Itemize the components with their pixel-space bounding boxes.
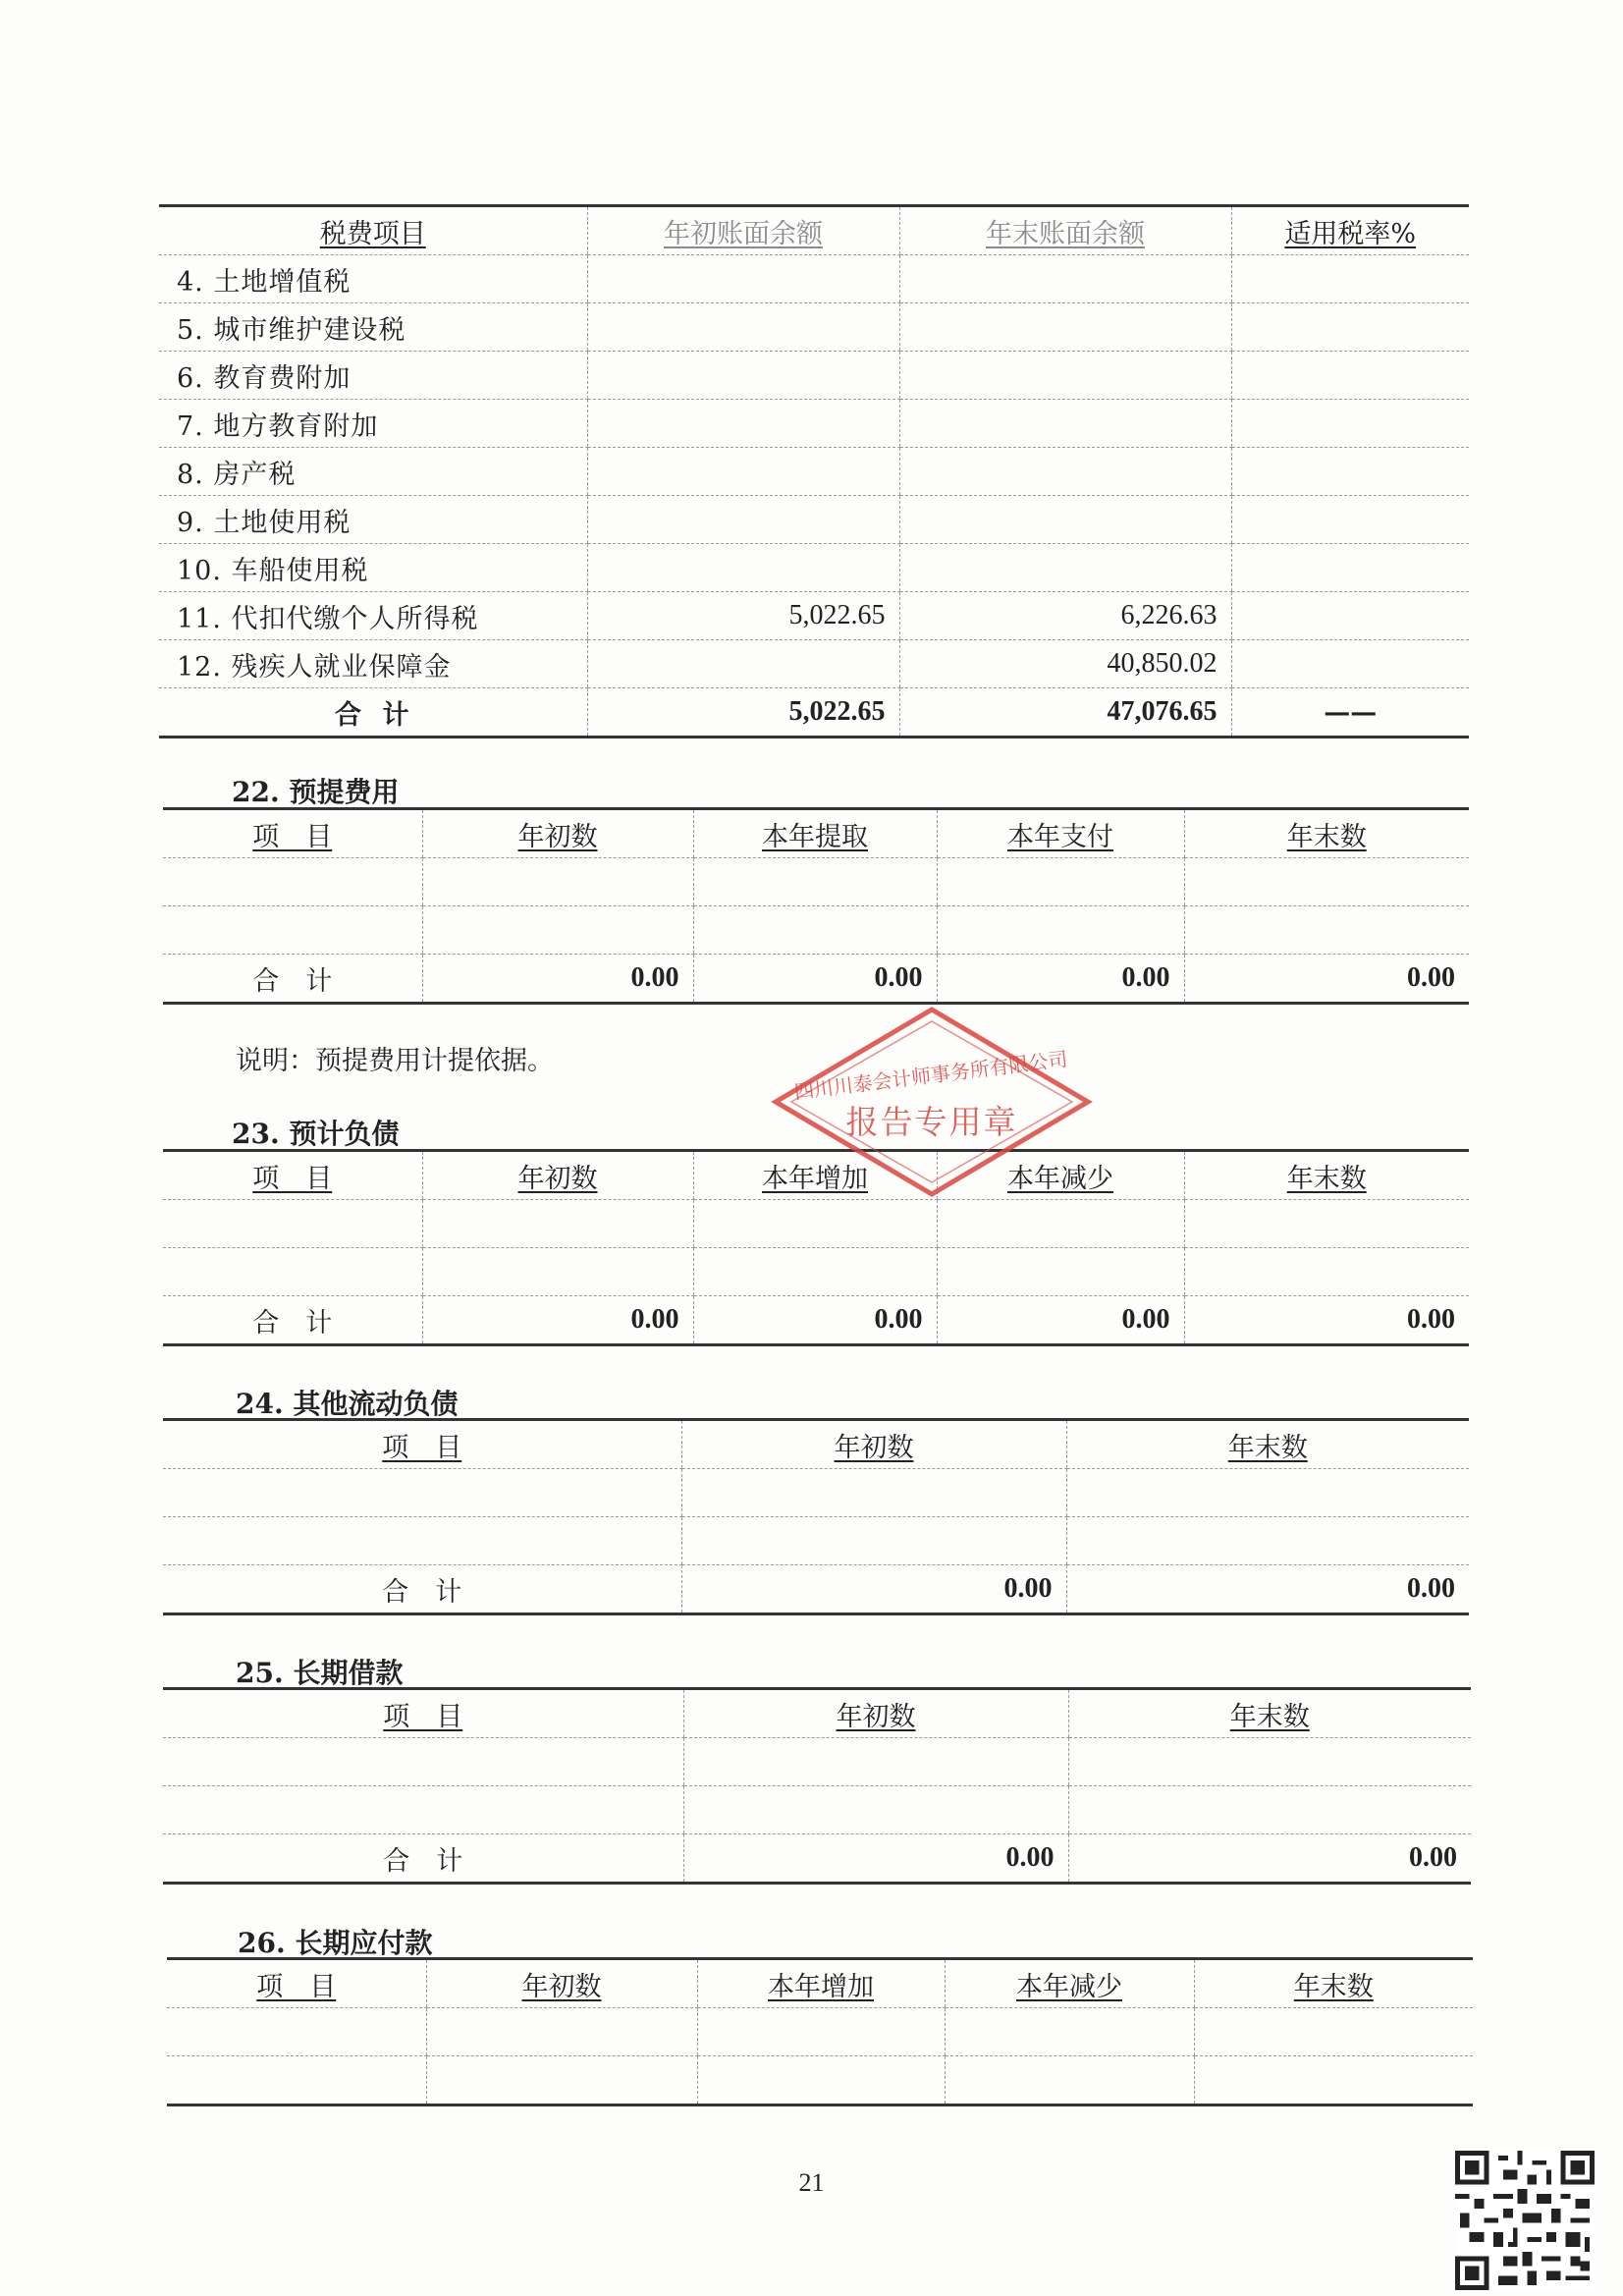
cell (937, 906, 1184, 955)
cell: 6,226.63 (899, 592, 1231, 640)
cell (945, 2008, 1194, 2056)
table-row (163, 1200, 1469, 1248)
cell (163, 1786, 683, 1834)
col-header: 项 目 (163, 1689, 683, 1738)
table-row (163, 1517, 1469, 1565)
total-value: 0.00 (1184, 1296, 1469, 1345)
long-term-loans-table (163, 1687, 1471, 1885)
cell (1231, 496, 1469, 544)
table-row (167, 2056, 1473, 2105)
report-seal-stamp (770, 1004, 1094, 1200)
col-header: 本年减少 (945, 1959, 1194, 2008)
col-header: 适用税率% (1231, 206, 1469, 255)
cell: 40,850.02 (899, 640, 1231, 688)
col-header: 本年提取 (693, 809, 937, 858)
total-value: 0.00 (1068, 1834, 1471, 1884)
cell (899, 303, 1231, 352)
cell (167, 2008, 426, 2056)
cell (1184, 906, 1469, 955)
cell (1066, 1517, 1469, 1565)
cell (899, 255, 1231, 303)
cell (899, 352, 1231, 400)
table-row (163, 906, 1469, 955)
col-header: 项 目 (167, 1959, 426, 2008)
total-row (163, 1834, 1471, 1884)
total-value: 0.00 (681, 1565, 1066, 1614)
cell (1184, 1248, 1469, 1296)
cell (899, 400, 1231, 448)
table-row (159, 544, 1469, 592)
cell (587, 255, 899, 303)
total-value: 0.00 (937, 1296, 1184, 1345)
cell (1184, 858, 1469, 906)
cell (587, 640, 899, 688)
section-title: 22. 预提费用 (232, 776, 400, 808)
total-label: 合 计 (163, 1834, 683, 1884)
table-row (163, 1786, 1471, 1834)
tax-item: 7. 地方教育附加 (159, 400, 587, 448)
cell (1231, 303, 1469, 352)
col-header: 本年增加 (693, 1151, 937, 1200)
total-row (163, 1565, 1469, 1614)
long-term-payables-table (167, 1957, 1473, 2106)
cell (693, 858, 937, 906)
col-header: 年末数 (1184, 809, 1469, 858)
cell (163, 1248, 422, 1296)
total-value: 0.00 (937, 955, 1184, 1004)
table-row (163, 1248, 1469, 1296)
cell (693, 1200, 937, 1248)
table-row (167, 2008, 1473, 2056)
table-row (163, 1738, 1471, 1786)
total-value: 0.00 (693, 955, 937, 1004)
cell (422, 906, 693, 955)
col-header: 年末数 (1184, 1151, 1469, 1200)
total-row (163, 955, 1469, 1004)
tax-table-header (159, 206, 1469, 255)
cell: 5,022.65 (587, 592, 899, 640)
cell (1231, 640, 1469, 688)
tax-item: 12. 残疾人就业保障金 (159, 640, 587, 688)
table-row (159, 496, 1469, 544)
col-header: 项 目 (163, 1151, 422, 1200)
total-value: 0.00 (693, 1296, 937, 1345)
tax-item: 11. 代扣代缴个人所得税 (159, 592, 587, 640)
note-text: 说明：预提费用计提依据。 (236, 1046, 554, 1076)
total-value: 0.00 (422, 1296, 693, 1345)
cell (587, 544, 899, 592)
table-row (159, 448, 1469, 496)
col-header: 本年增加 (697, 1959, 945, 2008)
col-header: 年初数 (422, 1151, 693, 1200)
total-value: 0.00 (1066, 1565, 1469, 1614)
tax-item: 10. 车船使用税 (159, 544, 587, 592)
col-header: 本年支付 (937, 809, 1184, 858)
cell (426, 2008, 697, 2056)
table-row (159, 352, 1469, 400)
cell (587, 303, 899, 352)
tax-table (159, 204, 1469, 738)
cell (1231, 592, 1469, 640)
total-value: 0.00 (1184, 955, 1469, 1004)
cell (899, 544, 1231, 592)
accrued-expenses-table (163, 807, 1469, 1005)
cell (1184, 1200, 1469, 1248)
cell (163, 1200, 422, 1248)
table-row (163, 858, 1469, 906)
svg-text:报告专用章: 报告专用章 (845, 1103, 1018, 1141)
total-value: 0.00 (422, 955, 693, 1004)
table-row (159, 255, 1469, 303)
cell (697, 2056, 945, 2105)
cell (1066, 1469, 1469, 1517)
cell (1068, 1738, 1471, 1786)
cell (1231, 448, 1469, 496)
col-header: 年末账面余额 (899, 206, 1231, 255)
col-header: 年初账面余额 (587, 206, 899, 255)
cell (422, 1248, 693, 1296)
section-title: 23. 预计负债 (232, 1118, 400, 1150)
cell (1231, 255, 1469, 303)
tax-item: 5. 城市维护建设税 (159, 303, 587, 352)
table-row (163, 1469, 1469, 1517)
cell (1194, 2056, 1473, 2105)
other-current-liabilities-table (163, 1418, 1469, 1615)
col-header: 年初数 (683, 1689, 1068, 1738)
col-header: 年初数 (422, 809, 693, 858)
cell (163, 1517, 681, 1565)
col-header: 项 目 (163, 809, 422, 858)
cell (683, 1786, 1068, 1834)
tax-item: 6. 教育费附加 (159, 352, 587, 400)
cell (681, 1517, 1066, 1565)
cell (167, 2056, 426, 2105)
cell (937, 858, 1184, 906)
col-header: 年末数 (1068, 1689, 1471, 1738)
table-row (159, 592, 1469, 640)
table-header (163, 809, 1469, 858)
table-row (159, 640, 1469, 688)
cell (587, 400, 899, 448)
svg-text:四川川泰会计师事务所有限公司: 四川川泰会计师事务所有限公司 (792, 1047, 1069, 1105)
total-row (159, 688, 1469, 738)
total-label: 合 计 (163, 955, 422, 1004)
cell (697, 2008, 945, 2056)
cell (693, 1248, 937, 1296)
cell (587, 496, 899, 544)
section-title: 24. 其他流动负债 (236, 1388, 459, 1420)
tax-item: 9. 土地使用税 (159, 496, 587, 544)
cell (1231, 400, 1469, 448)
table-row (159, 400, 1469, 448)
cell (426, 2056, 697, 2105)
table-header (167, 1959, 1473, 2008)
table-header (163, 1420, 1469, 1469)
cell (899, 496, 1231, 544)
total-rate: —— (1231, 688, 1469, 738)
cell (693, 906, 937, 955)
section-title: 26. 长期应付款 (238, 1927, 433, 1959)
cell (587, 352, 899, 400)
section-title: 25. 长期借款 (236, 1657, 404, 1689)
cell (681, 1469, 1066, 1517)
tax-item: 4. 土地增值税 (159, 255, 587, 303)
cell (945, 2056, 1194, 2105)
total-row (163, 1296, 1469, 1345)
cell (937, 1248, 1184, 1296)
qr-code-icon (1451, 2151, 1598, 2290)
cell (937, 1200, 1184, 1248)
col-header: 年初数 (426, 1959, 697, 2008)
col-header: 项 目 (163, 1420, 681, 1469)
table-header (163, 1689, 1471, 1738)
total-label: 合 计 (163, 1296, 422, 1345)
col-header: 年末数 (1066, 1420, 1469, 1469)
cell (163, 906, 422, 955)
cell (163, 858, 422, 906)
cell (163, 1738, 683, 1786)
col-header: 税费项目 (159, 206, 587, 255)
cell (163, 1469, 681, 1517)
cell (683, 1738, 1068, 1786)
total-begin: 5,022.65 (587, 688, 899, 738)
cell (899, 448, 1231, 496)
cell (587, 448, 899, 496)
table-row (159, 303, 1469, 352)
total-label: 合 计 (159, 688, 587, 738)
col-header: 年末数 (1194, 1959, 1473, 2008)
cell (1231, 352, 1469, 400)
col-header: 年初数 (681, 1420, 1066, 1469)
cell (1231, 544, 1469, 592)
cell (1068, 1786, 1471, 1834)
total-label: 合 计 (163, 1565, 681, 1614)
cell (1194, 2008, 1473, 2056)
total-value: 0.00 (683, 1834, 1068, 1884)
cell (422, 1200, 693, 1248)
page-number: 21 (798, 2168, 825, 2197)
cell (422, 858, 693, 906)
total-end: 47,076.65 (899, 688, 1231, 738)
col-header: 本年减少 (937, 1151, 1184, 1200)
tax-item: 8. 房产税 (159, 448, 587, 496)
